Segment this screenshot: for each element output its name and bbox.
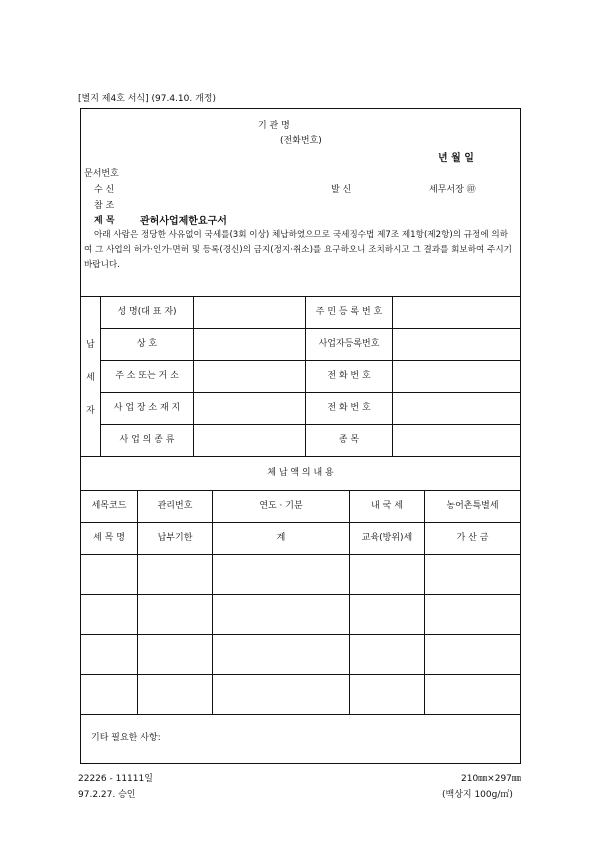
- name-label: 성 명(대 표 자): [117, 307, 177, 317]
- body-text: 아래 사람은 정당한 사유없이 국세를(3회 이상) 체납하였으므로 국세징수법 제7조 제1항(제2항)의 규정에 의하여 그 사업의 허가·인가·면허 및 등록(경신)의 금지(정지·취소)를 요구하오니 조치하시고 그 결과를 회보하여 주시기 바랍니다.: [84, 230, 512, 270]
- year-period-header: 연도 · 기분: [259, 501, 303, 511]
- divider: [80, 714, 521, 715]
- business-item-label: 종 목: [338, 435, 360, 445]
- phone-number: (전화번호): [280, 136, 322, 146]
- tax-code-header: 세목코드: [91, 501, 127, 511]
- business-type-label: 사 업 의 종 류: [119, 435, 175, 445]
- reference-label: 참 조: [94, 201, 115, 211]
- form-header: [별지 제4호 서식] (97.4.10. 개정): [78, 94, 216, 104]
- sender-value: 세무서장 ㊞: [429, 185, 476, 195]
- other-notes-label: 기타 필요한 사항:: [91, 733, 161, 743]
- divider: [80, 634, 521, 635]
- taxpayer-label-2: 세: [86, 373, 95, 383]
- divider: [80, 674, 521, 675]
- total-header: 계: [276, 533, 286, 543]
- business-phone-label: 전 화 번 호: [327, 403, 371, 413]
- penalty-header: 가 산 금: [456, 533, 489, 543]
- divider: [80, 554, 521, 555]
- rural-special-tax-header: 농어촌특별세: [446, 501, 499, 511]
- due-date-header: 납부기한: [157, 533, 193, 543]
- doc-number-label: 문서번호: [84, 169, 119, 179]
- paper-type: (백상지 100g/㎡): [442, 790, 513, 800]
- subject-value: 관허사업제한요구서: [140, 216, 227, 227]
- tax-item-name-header: 세 목 명: [93, 533, 125, 543]
- approval-date: 97.2.27. 승인: [78, 790, 136, 800]
- management-number-header: 관리번호: [157, 501, 193, 511]
- divider: [193, 296, 194, 456]
- national-tax-header: 내 국 세: [371, 501, 403, 511]
- phone-label: 전 화 번 호: [327, 371, 371, 381]
- taxpayer-label-3: 자: [86, 406, 95, 416]
- subject-label: 제 목: [94, 216, 115, 226]
- divider: [80, 594, 521, 595]
- address-label: 주 소 또는 거 소: [115, 371, 179, 381]
- doc-date: 년 월 일: [438, 153, 474, 164]
- business-location-label: 사 업 장 소 재 지: [113, 403, 181, 413]
- business-reg-number-label: 사업자등록번호: [318, 339, 380, 349]
- education-tax-header: 교육(방위)세: [361, 533, 413, 543]
- taxpayer-label-1: 납: [86, 340, 95, 350]
- resident-number-label: 주 민 등 록 번 호: [315, 307, 383, 317]
- trade-name-label: 상 호: [136, 339, 158, 349]
- form-code: 22226 - 11111일: [78, 774, 153, 784]
- paper-size: 210㎜×297㎜: [461, 774, 521, 784]
- recipient-label: 수 신: [94, 185, 115, 195]
- arrears-title: 체 납 액 의 내 용: [267, 468, 334, 478]
- agency-name: 기 관 명: [258, 121, 290, 131]
- divider: [392, 296, 393, 456]
- sender-label: 발 신: [331, 185, 352, 195]
